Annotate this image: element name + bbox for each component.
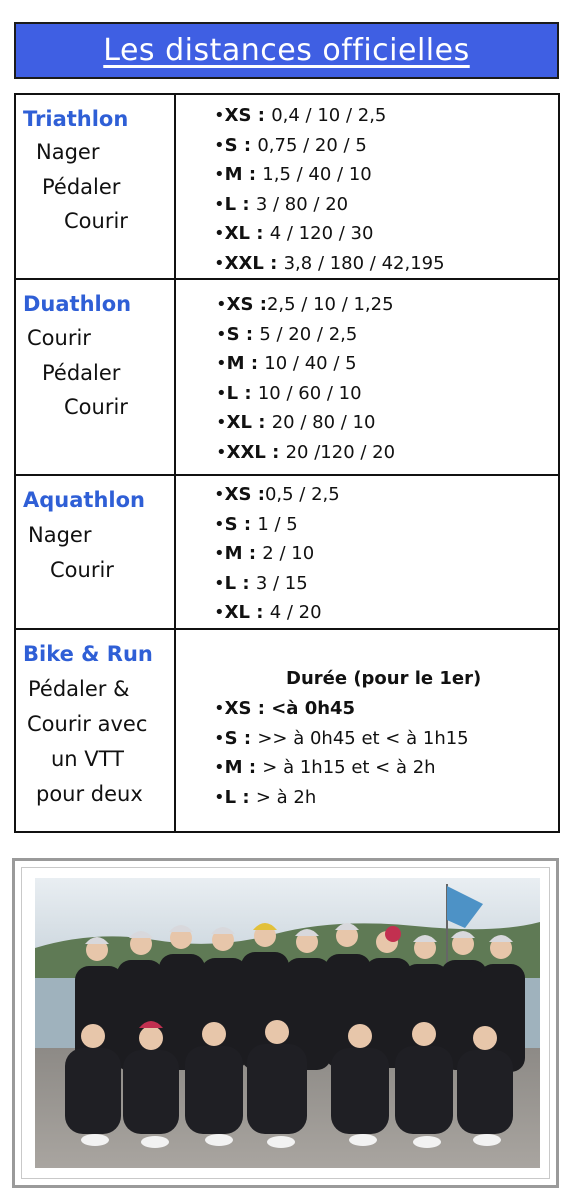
row-aquathlon xyxy=(16,476,558,630)
distance-line: •M : 1,5 / 40 / 10 xyxy=(214,164,372,185)
distance-line: •S : 0,75 / 20 / 5 xyxy=(214,134,367,156)
distance-list xyxy=(214,101,445,278)
duration-heading: Durée (pour le 1er) xyxy=(286,668,482,689)
distance-line: •XS :0,5 / 2,5 xyxy=(214,484,340,505)
distance-line: •S : >> à 0h45 et < à 1h15 xyxy=(214,727,469,749)
kneeling-riders xyxy=(65,1044,513,1134)
step-label: Courir xyxy=(50,558,114,582)
distances-table xyxy=(14,93,560,833)
row-triathlon xyxy=(16,95,558,280)
row-bike-and-run xyxy=(16,630,558,831)
step-label: Courir xyxy=(64,209,128,233)
sport-name: Aquathlon xyxy=(23,488,145,512)
row-duathlon xyxy=(16,280,558,476)
distance-line: •XL : 4 / 20 xyxy=(214,602,322,623)
step-label: Courir avec xyxy=(27,712,148,736)
step-label: Nager xyxy=(28,523,92,547)
distance-list xyxy=(216,290,395,467)
step-label: Nager xyxy=(36,140,100,164)
distance-list xyxy=(214,694,469,812)
sport-name: Bike & Run xyxy=(23,642,153,666)
step-label: Courir xyxy=(27,326,91,350)
distance-line: •S : 5 / 20 / 2,5 xyxy=(216,323,358,345)
team-photo-illustration xyxy=(35,878,540,1168)
distance-line: •XS :2,5 / 10 / 1,25 xyxy=(216,294,394,315)
sport-name: Triathlon xyxy=(23,107,129,131)
distance-line: •XL : 4 / 120 / 30 xyxy=(214,223,374,244)
step-label: un VTT xyxy=(51,747,124,771)
distance-line: •XS : 0,4 / 10 / 2,5 xyxy=(214,105,387,126)
title-banner xyxy=(14,22,559,79)
distance-line: •L : 10 / 60 / 10 xyxy=(216,382,362,404)
distance-line: •M : 2 / 10 xyxy=(214,543,315,564)
step-label: Pédaler xyxy=(42,361,121,385)
distance-line: •XXL : 3,8 / 180 / 42,195 xyxy=(214,252,445,274)
distance-line: •XL : 20 / 80 / 10 xyxy=(216,412,376,433)
step-label: Pédaler & xyxy=(28,677,130,701)
sport-name: Duathlon xyxy=(23,292,132,316)
distance-line: •M : > à 1h15 et < à 2h xyxy=(214,757,436,778)
distance-line: •S : 1 / 5 xyxy=(214,513,298,535)
step-label: Courir xyxy=(64,395,128,419)
distance-line: •L : > à 2h xyxy=(214,786,317,808)
distance-line: •L : 3 / 15 xyxy=(214,572,308,594)
distance-line: •M : 10 / 40 / 5 xyxy=(216,353,357,374)
photo-frame xyxy=(12,858,559,1188)
step-label: pour deux xyxy=(36,782,143,806)
distance-line: •XXL : 20 /120 / 20 xyxy=(216,441,396,463)
distance-line: •L : 3 / 80 / 20 xyxy=(214,193,349,215)
distance-line: •XS : <à 0h45 xyxy=(214,698,356,719)
step-label: Pédaler xyxy=(42,175,121,199)
page-title: Les distances officielles xyxy=(103,33,470,68)
team-photo xyxy=(35,878,540,1168)
distance-list xyxy=(214,480,340,628)
